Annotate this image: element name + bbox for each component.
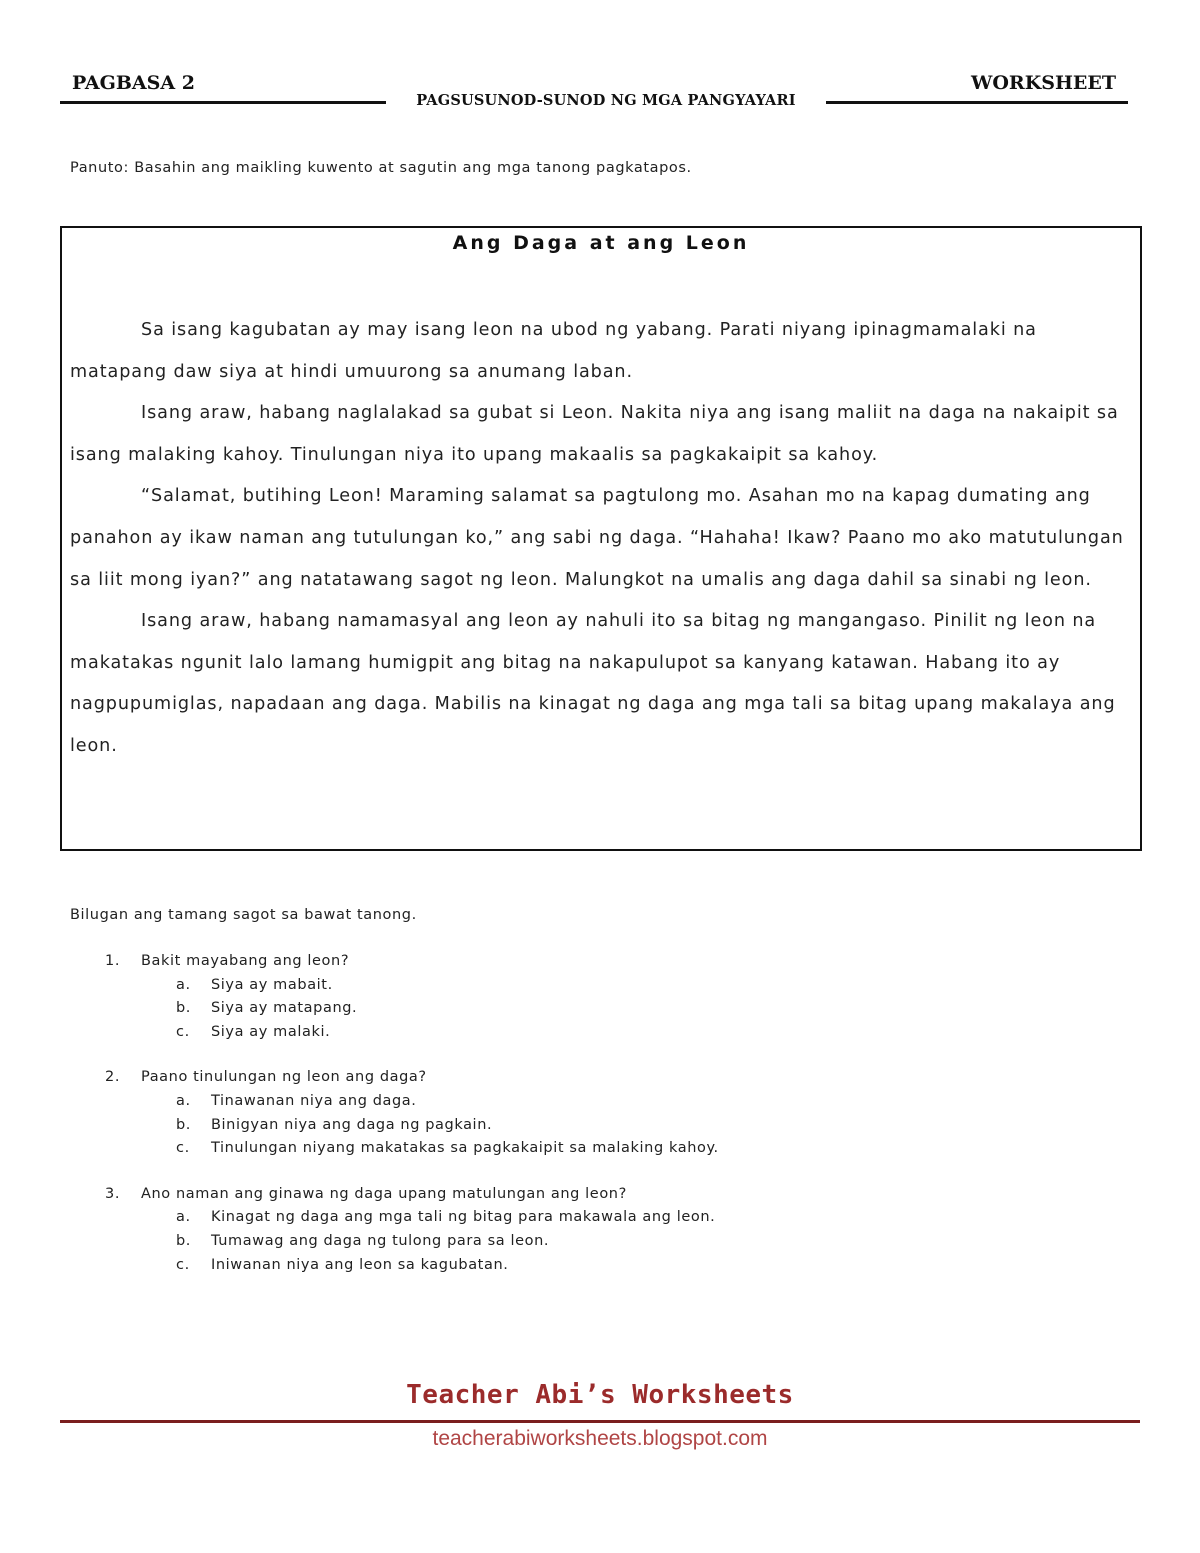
- option-text: Kinagat ng daga ang mga tali ng bitag para makawala ang leon.: [211, 1209, 716, 1226]
- subject-label: PAGBASA 2: [72, 72, 195, 94]
- answer-option[interactable]: [0, 1000, 1200, 1024]
- option-letter: c.: [176, 1023, 190, 1040]
- option-text: Siya ay malaki.: [211, 1023, 331, 1040]
- answer-option[interactable]: [0, 1117, 1200, 1141]
- question-item: [0, 1069, 1200, 1163]
- instruction-text: Panuto: Basahin ang maikling kuwento at sagutin ang mga tanong pagkatapos.: [70, 160, 692, 176]
- questions-instruction: Bilugan ang tamang sagot sa bawat tanong.: [70, 907, 417, 923]
- story-body: [70, 310, 1136, 768]
- option-letter: b.: [176, 1116, 192, 1133]
- option-text: Siya ay mabait.: [211, 976, 333, 993]
- option-letter: b.: [176, 1000, 192, 1017]
- option-text: Iniwanan niya ang leon sa kagubatan.: [211, 1256, 509, 1273]
- question-item: [0, 1186, 1200, 1280]
- question-item: [0, 953, 1200, 1047]
- story-paragraph: Isang araw, habang namamasyal ang leon ay nahuli ito sa bitag ng mangangaso. Pinilit ng leon na makatakas ngunit lalo lamang humigpit ang bitag na nakapulupot sa kanyang katawan. Habang ito ay nagpupumiglas, napadaan ang daga. Mabilis na kinagat ng daga ang mga tali sa bitag upang makalaya ang leon.: [70, 611, 1116, 756]
- header-rule-left: [60, 101, 386, 104]
- option-letter: b.: [176, 1232, 192, 1249]
- option-letter: a.: [176, 1092, 191, 1109]
- option-text: Siya ay matapang.: [211, 1000, 358, 1017]
- footer-url-link[interactable]: teacherabiworksheets.blogspot.com: [432, 1427, 768, 1450]
- story-paragraph: Isang araw, habang naglalakad sa gubat si Leon. Nakita niya ang isang maliit na daga na nakaipit sa isang malaking kahoy. Tinulungan niya ito upang makaalis sa pagkakaipit sa kahoy.: [70, 403, 1119, 465]
- option-text: Tumawag ang daga ng tulong para sa leon.: [211, 1232, 550, 1249]
- story-title: Ang Daga at ang Leon: [452, 232, 750, 254]
- option-letter: c.: [176, 1140, 190, 1157]
- question-text: Paano tinulungan ng leon ang daga?: [141, 1069, 427, 1086]
- story-paragraph: Sa isang kagubatan ay may isang leon na ubod ng yabang. Parati niyang ipinagmamalaki na matapang daw siya at hindi umuurong sa anumang laban.: [70, 320, 1037, 382]
- answer-option[interactable]: [0, 1233, 1200, 1257]
- question-number: 2.: [105, 1069, 121, 1086]
- worksheet-label: WORKSHEET: [971, 72, 1116, 94]
- question-text: Ano naman ang ginawa ng daga upang matulungan ang leon?: [141, 1185, 627, 1202]
- option-text: Binigyan niya ang daga ng pagkain.: [211, 1116, 493, 1133]
- option-letter: a.: [176, 1209, 191, 1226]
- topic-title: PAGSUSUNOD-SUNOD NG MGA PANGYAYARI: [416, 92, 796, 109]
- question-text: Bakit mayabang ang leon?: [141, 953, 350, 969]
- answer-option[interactable]: [0, 1209, 1200, 1233]
- option-letter: a.: [176, 976, 191, 993]
- answer-option[interactable]: [0, 1257, 1200, 1281]
- footer-rule: [60, 1420, 1140, 1423]
- answer-option[interactable]: [0, 1093, 1200, 1117]
- question-list: [0, 953, 1200, 1302]
- story-paragraph: “Salamat, butihing Leon! Maraming salamat sa pagtulong mo. Asahan mo na kapag dumating ang panahon ay ikaw naman ang tutulungan ko,” ang sabi ng daga. “Hahaha! Ikaw? Paano mo ako matutulungan sa liit mong iyan?” ang natatawang sagot ng leon. Malungkot na umalis ang daga dahil sa sinabi ng leon.: [70, 486, 1124, 590]
- header-rule-right: [826, 101, 1128, 104]
- answer-option[interactable]: [0, 1140, 1200, 1164]
- question-number: 3.: [105, 1185, 121, 1202]
- option-text: Tinawanan niya ang daga.: [211, 1092, 417, 1109]
- option-text: Tinulungan niyang makatakas sa pagkakaipit sa malaking kahoy.: [211, 1140, 719, 1157]
- option-letter: c.: [176, 1256, 190, 1273]
- question-number: 1.: [105, 953, 121, 969]
- brand-logo-text: Teacher Abi’s Worksheets: [406, 1380, 794, 1410]
- answer-option[interactable]: [0, 977, 1200, 1001]
- answer-option[interactable]: [0, 1024, 1200, 1048]
